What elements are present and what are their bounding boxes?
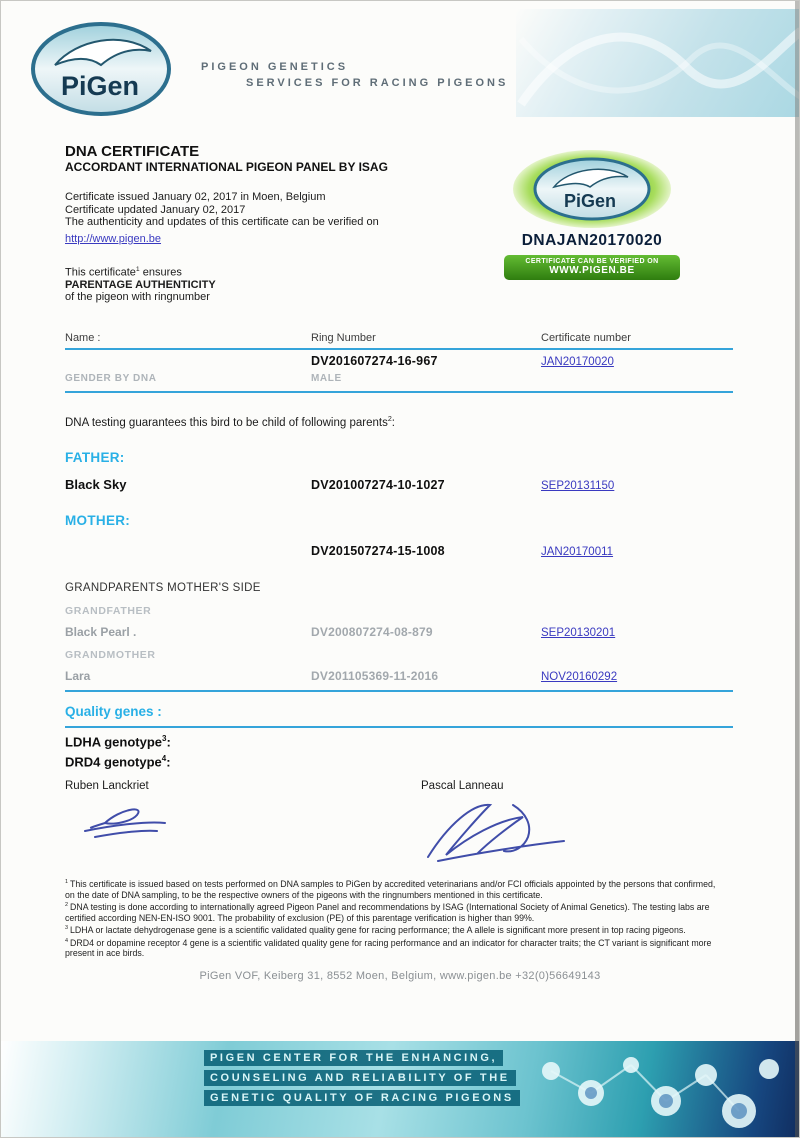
signer-left-name: Ruben Lanckriet xyxy=(65,780,149,792)
badge-certificate-code: DNAJAN20170020 xyxy=(521,232,663,249)
badge-wordmark: PiGen xyxy=(564,191,617,211)
ldha-genotype-line: LDHA genotype$^3$: xyxy=(65,734,171,750)
scan-edge-artifact xyxy=(795,1,799,1137)
tagline-line1: PIGEON GENETICS xyxy=(201,61,349,73)
footnotes xyxy=(65,877,727,959)
father-name: Black Sky xyxy=(65,477,127,492)
grandmother-name: Lara xyxy=(65,669,91,683)
bird-ring-number: DV201607274-16-967 xyxy=(311,354,438,368)
footnote-2: $^2$ DNA testing is done according to internationally agreed Pigeon Panel and recommendations by ISAG (International Society of Animal Genetics). The testing labs are certified according NEN-EN-ISO 9001. The probability of exclusion (PE) of this parentage verification is higher than 99%. xyxy=(65,902,710,923)
bottom-banner xyxy=(1,1041,800,1137)
grandfather-label-row xyxy=(65,605,733,617)
footnote-4: $^4$ DRD4 or dopamine receptor 4 gene is a scientific validated quality gene for racing performance and an indicator for character traits; the CT variant is significant more present in ace birds. xyxy=(65,937,712,959)
pigen-logo xyxy=(27,19,175,124)
pigen-website-link[interactable]: http://www.pigen.be xyxy=(65,232,162,245)
certificate-title: DNA CERTIFICATE xyxy=(65,143,200,160)
grandfather-ring-number: DV200807274-08-879 xyxy=(311,625,433,639)
signer-right-name: Pascal Lanneau xyxy=(421,780,504,792)
badge-logo xyxy=(512,149,672,229)
certificate-subtitle: ACCORDANT INTERNATIONAL PIGEON PANEL BY ISAG xyxy=(65,160,388,174)
father-ring-number: DV201007274-10-1027 xyxy=(311,478,445,492)
banner-line3: GENETIC QUALITY OF RACING PIGEONS xyxy=(204,1090,520,1106)
issued-line: Certificate issued January 02, 2017 in Moen, Belgium xyxy=(65,191,326,203)
updated-line: Certificate updated January 02, 2017 xyxy=(65,203,246,216)
father-certificate-link[interactable]: SEP20131150 xyxy=(541,480,615,492)
dna-helix-icon xyxy=(516,9,800,117)
bird-certificate-link[interactable]: JAN20170020 xyxy=(541,356,614,368)
banner-text xyxy=(204,1050,520,1110)
grandmother-label: GRANDMOTHER xyxy=(65,649,156,661)
grandmother-certificate-link[interactable]: NOV20160292 xyxy=(541,671,618,683)
badge-verify-bar xyxy=(504,255,680,280)
column-header-name: Name : xyxy=(65,332,101,344)
mother-row xyxy=(65,544,733,558)
divider-rule xyxy=(65,348,733,350)
drd4-genotype-line: DRD4 genotype$^4$: xyxy=(65,754,171,770)
mother-label: MOTHER: xyxy=(65,513,131,528)
footer-address: PiGen VOF, Keiberg 31, 8552 Moen, Belgium, www.pigen.be +32(0)56649143 xyxy=(199,970,601,982)
logo-wordmark: PiGen xyxy=(61,71,140,101)
column-header-ring: Ring Number xyxy=(311,332,376,344)
column-header-certificate: Certificate number xyxy=(541,332,631,344)
ensures-line: This certificate$^1$ ensures xyxy=(65,265,182,279)
quality-genes-title: Quality genes : xyxy=(65,704,162,719)
banner-line2: COUNSELING AND RELIABILITY OF THE xyxy=(204,1070,516,1086)
gender-row xyxy=(65,373,733,384)
grandmother-ring-number: DV201105369-11-2016 xyxy=(311,669,439,683)
parents-intro: DNA testing guarantees this bird to be child of following parents$^2$: xyxy=(65,415,395,429)
grandfather-row xyxy=(65,625,733,639)
banner-line1: PIGEN CENTER FOR THE ENHANCING, xyxy=(204,1050,503,1066)
grandfather-name: Black Pearl . xyxy=(65,625,137,639)
company-tagline xyxy=(201,59,508,91)
bird-row xyxy=(65,354,733,368)
mother-ring-number: DV201507274-15-1008 xyxy=(311,544,445,558)
tagline-line2: SERVICES FOR RACING PIGEONS xyxy=(246,77,509,89)
badge-verify-text: CERTIFICATE CAN BE VERIFIED ON xyxy=(525,258,659,265)
mother-certificate-link[interactable]: JAN20170011 xyxy=(541,546,614,558)
grandmother-label-row xyxy=(65,649,733,661)
father-row xyxy=(65,477,733,492)
dna-molecule-icon xyxy=(481,1041,800,1137)
signature-right xyxy=(416,793,576,878)
signature-left xyxy=(73,801,203,856)
grandfather-label: GRANDFATHER xyxy=(65,605,152,617)
gender-by-dna-label: GENDER BY DNA xyxy=(65,373,157,384)
badge-verify-site: WWW.PIGEN.BE xyxy=(549,265,635,276)
divider-rule xyxy=(65,391,733,393)
ringnumber-line: of the pigeon with ringnumber xyxy=(65,291,210,304)
table-header-row xyxy=(65,332,733,344)
footnote-1: $^1$ This certificate is issued based on tests performed on DNA samples to PiGen by accredited veterinarians and/or FCI officials appointed by the persons that confirmed, on the date of DNA sampling, to be the respective owners of the pigeons with the ringnumbers mentioned in this certificate. xyxy=(65,878,716,900)
footnote-3: $^3$ LDHA or lactate dehydrogenase gene is a scientific validated quality gene for racing performance; the A allele is significant more present in top racing pigeons. xyxy=(65,925,686,936)
gender-value: MALE xyxy=(311,373,342,384)
grandfather-certificate-link[interactable]: SEP20130201 xyxy=(541,627,616,639)
verify-line: The authenticity and updates of this certificate can be verified on xyxy=(65,216,379,228)
title-block xyxy=(65,143,495,304)
divider-rule xyxy=(65,690,733,692)
parentage-authenticity-label: PARENTAGE AUTHENTICITY xyxy=(65,278,216,291)
header-dna-art xyxy=(516,9,800,117)
verification-badge xyxy=(499,149,685,280)
grandmother-row xyxy=(65,669,733,683)
grandparents-section-title: GRANDPARENTS MOTHER'S SIDE xyxy=(65,582,261,594)
divider-rule xyxy=(65,726,733,728)
father-label: FATHER: xyxy=(65,450,125,465)
